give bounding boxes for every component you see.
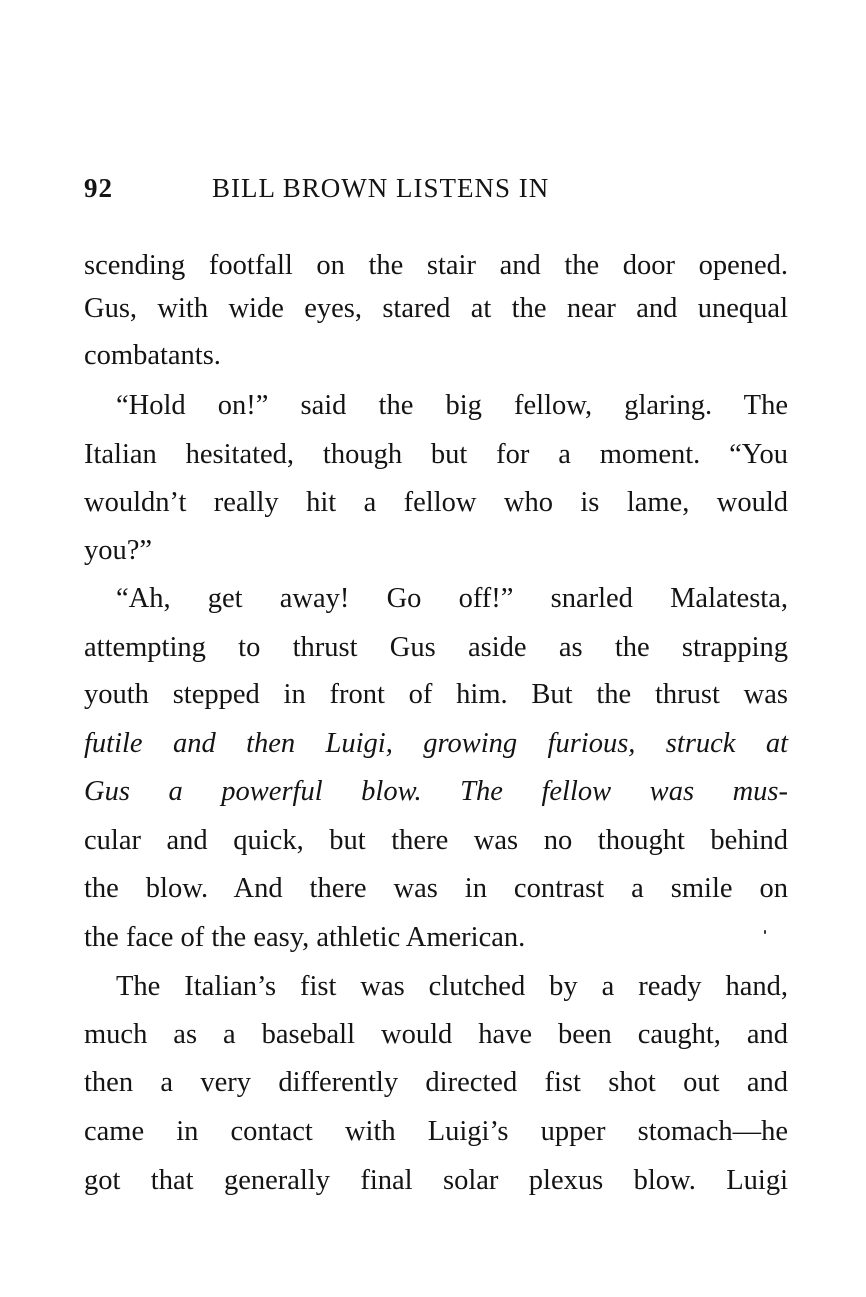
text-line: Gus, with wide eyes, stared at the near and unequal [84,293,788,324]
text-line: then a very differently directed fist shot out and [84,1067,788,1098]
text-line: “Ah, get away! Go off!” snarled Malatesta, [116,583,788,614]
text-line: Italian hesitated, though but for a moment. “You [84,439,788,470]
text-line: the face of the easy, athletic American. [84,922,526,953]
text-line: youth stepped in front of him. But the thrust was [84,679,788,710]
text-line: got that generally final solar plexus blow. Luigi [84,1165,788,1196]
text-line: much as a baseball would have been caught, and [84,1019,788,1050]
page-number: 92 [84,173,113,203]
text-line: you?” [84,535,153,566]
text-line: The Italian’s fist was clutched by a ready hand, [116,971,788,1002]
text-line: attempting to thrust Gus aside as the strapping [84,632,788,663]
text-line: the blow. And there was in contrast a smile on [84,873,788,904]
running-title: BILL BROWN LISTENS IN [212,173,550,203]
print-speck [764,930,766,934]
text-line: cular and quick, but there was no thought behind [84,825,788,856]
text-line: futile and then Luigi, growing furious, struck at [84,728,788,759]
text-line: wouldn’t really hit a fellow who is lame, would [84,487,788,518]
text-line: scending footfall on the stair and the door opened. [84,250,788,281]
text-line: combatants. [84,340,221,371]
text-line: “Hold on!” said the big fellow, glaring. The [116,390,788,421]
text-line: came in contact with Luigi’s upper stomach—he [84,1116,788,1147]
page-header [84,170,788,206]
text-line: Gus a powerful blow. The fellow was mus- [84,776,788,807]
